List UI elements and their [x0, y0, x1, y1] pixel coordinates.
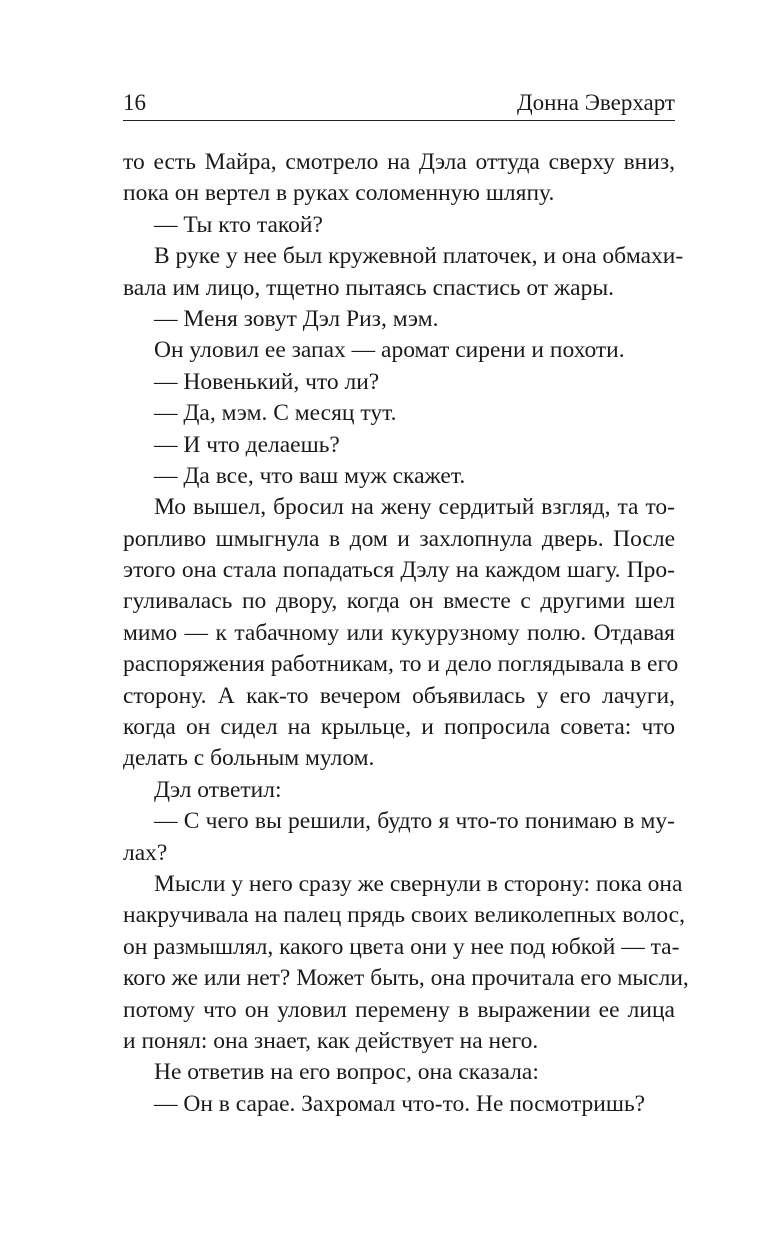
text-line: мимо — к табачному или кукурузному полю. Отдавая [123, 619, 675, 646]
text-line: Дэл ответил: [154, 776, 282, 803]
text-line: распоряжения работникам, то и дело поглядывала в его [123, 651, 679, 678]
text-line: Мысли у него сразу же свернули в сторону: пока она [154, 870, 683, 897]
text-line: этого она стала попадаться Дэлу на каждом шагу. Про- [123, 557, 675, 584]
body-text [123, 147, 689, 1120]
text-line: вала им лицо, тщетно пытаясь спастись от жары. [123, 274, 615, 301]
running-head-author: Донна Эверхарт [516, 90, 675, 115]
text-line: накручивала на палец прядь своих великолепных волос, [123, 902, 685, 929]
page-header [123, 88, 675, 121]
text-line: — Да все, что ваш муж скажет. [154, 462, 466, 489]
text-line: он размышлял, какого цвета они у нее под юбкой — та- [123, 933, 680, 960]
page-number: 16 [123, 90, 146, 115]
text-line: и понял: она знает, как действует на него. [123, 1027, 539, 1054]
text-line: В руке у нее был кружевной платочек, и она обмахи- [154, 243, 684, 270]
text-line: лах? [123, 839, 168, 866]
text-line: — И что делаешь? [154, 431, 340, 458]
text-line: пока он вертел в руках соломенную шляпу. [123, 180, 555, 207]
text-line: Он уловил ее запах — аромат сирени и похоти. [154, 337, 625, 364]
book-page [123, 0, 689, 1240]
text-line: — Новенький, что ли? [154, 368, 380, 395]
text-line: то есть Майра, смотрело на Дэла оттуда сверху вниз, [123, 149, 675, 175]
text-line: Не ответив на его вопрос, она сказала: [154, 1059, 539, 1086]
text-line: — Он в сарае. Захромал что-то. Не посмотришь? [154, 1090, 646, 1117]
text-line: — Ты кто такой? [154, 211, 323, 238]
text-line: ропливо шмыгнула в дом и захлопнула дверь. После [123, 525, 675, 552]
text-line: — С чего вы решили, будто я что-то понимаю в му- [154, 808, 675, 835]
text-line: — Да, мэм. С месяц тут. [154, 400, 397, 427]
text-line: сторону. А как-то вечером объявилась у его лачуги, [123, 682, 675, 709]
text-line: потому что он уловил перемену в выражении ее лица [123, 996, 675, 1023]
text-line: гуливалась по двору, когда он вместе с другими шел [123, 588, 675, 615]
text-line: кого же или нет? Может быть, она прочитала его мысли, [123, 965, 689, 992]
text-line: делать с больным мулом. [123, 745, 375, 772]
text-line: когда он сидел на крыльце, и попросила совета: что [123, 714, 675, 741]
text-line: Мо вышел, бросил на жену сердитый взгляд, та то- [154, 494, 675, 521]
text-line: — Меня зовут Дэл Риз, мэм. [154, 305, 439, 332]
